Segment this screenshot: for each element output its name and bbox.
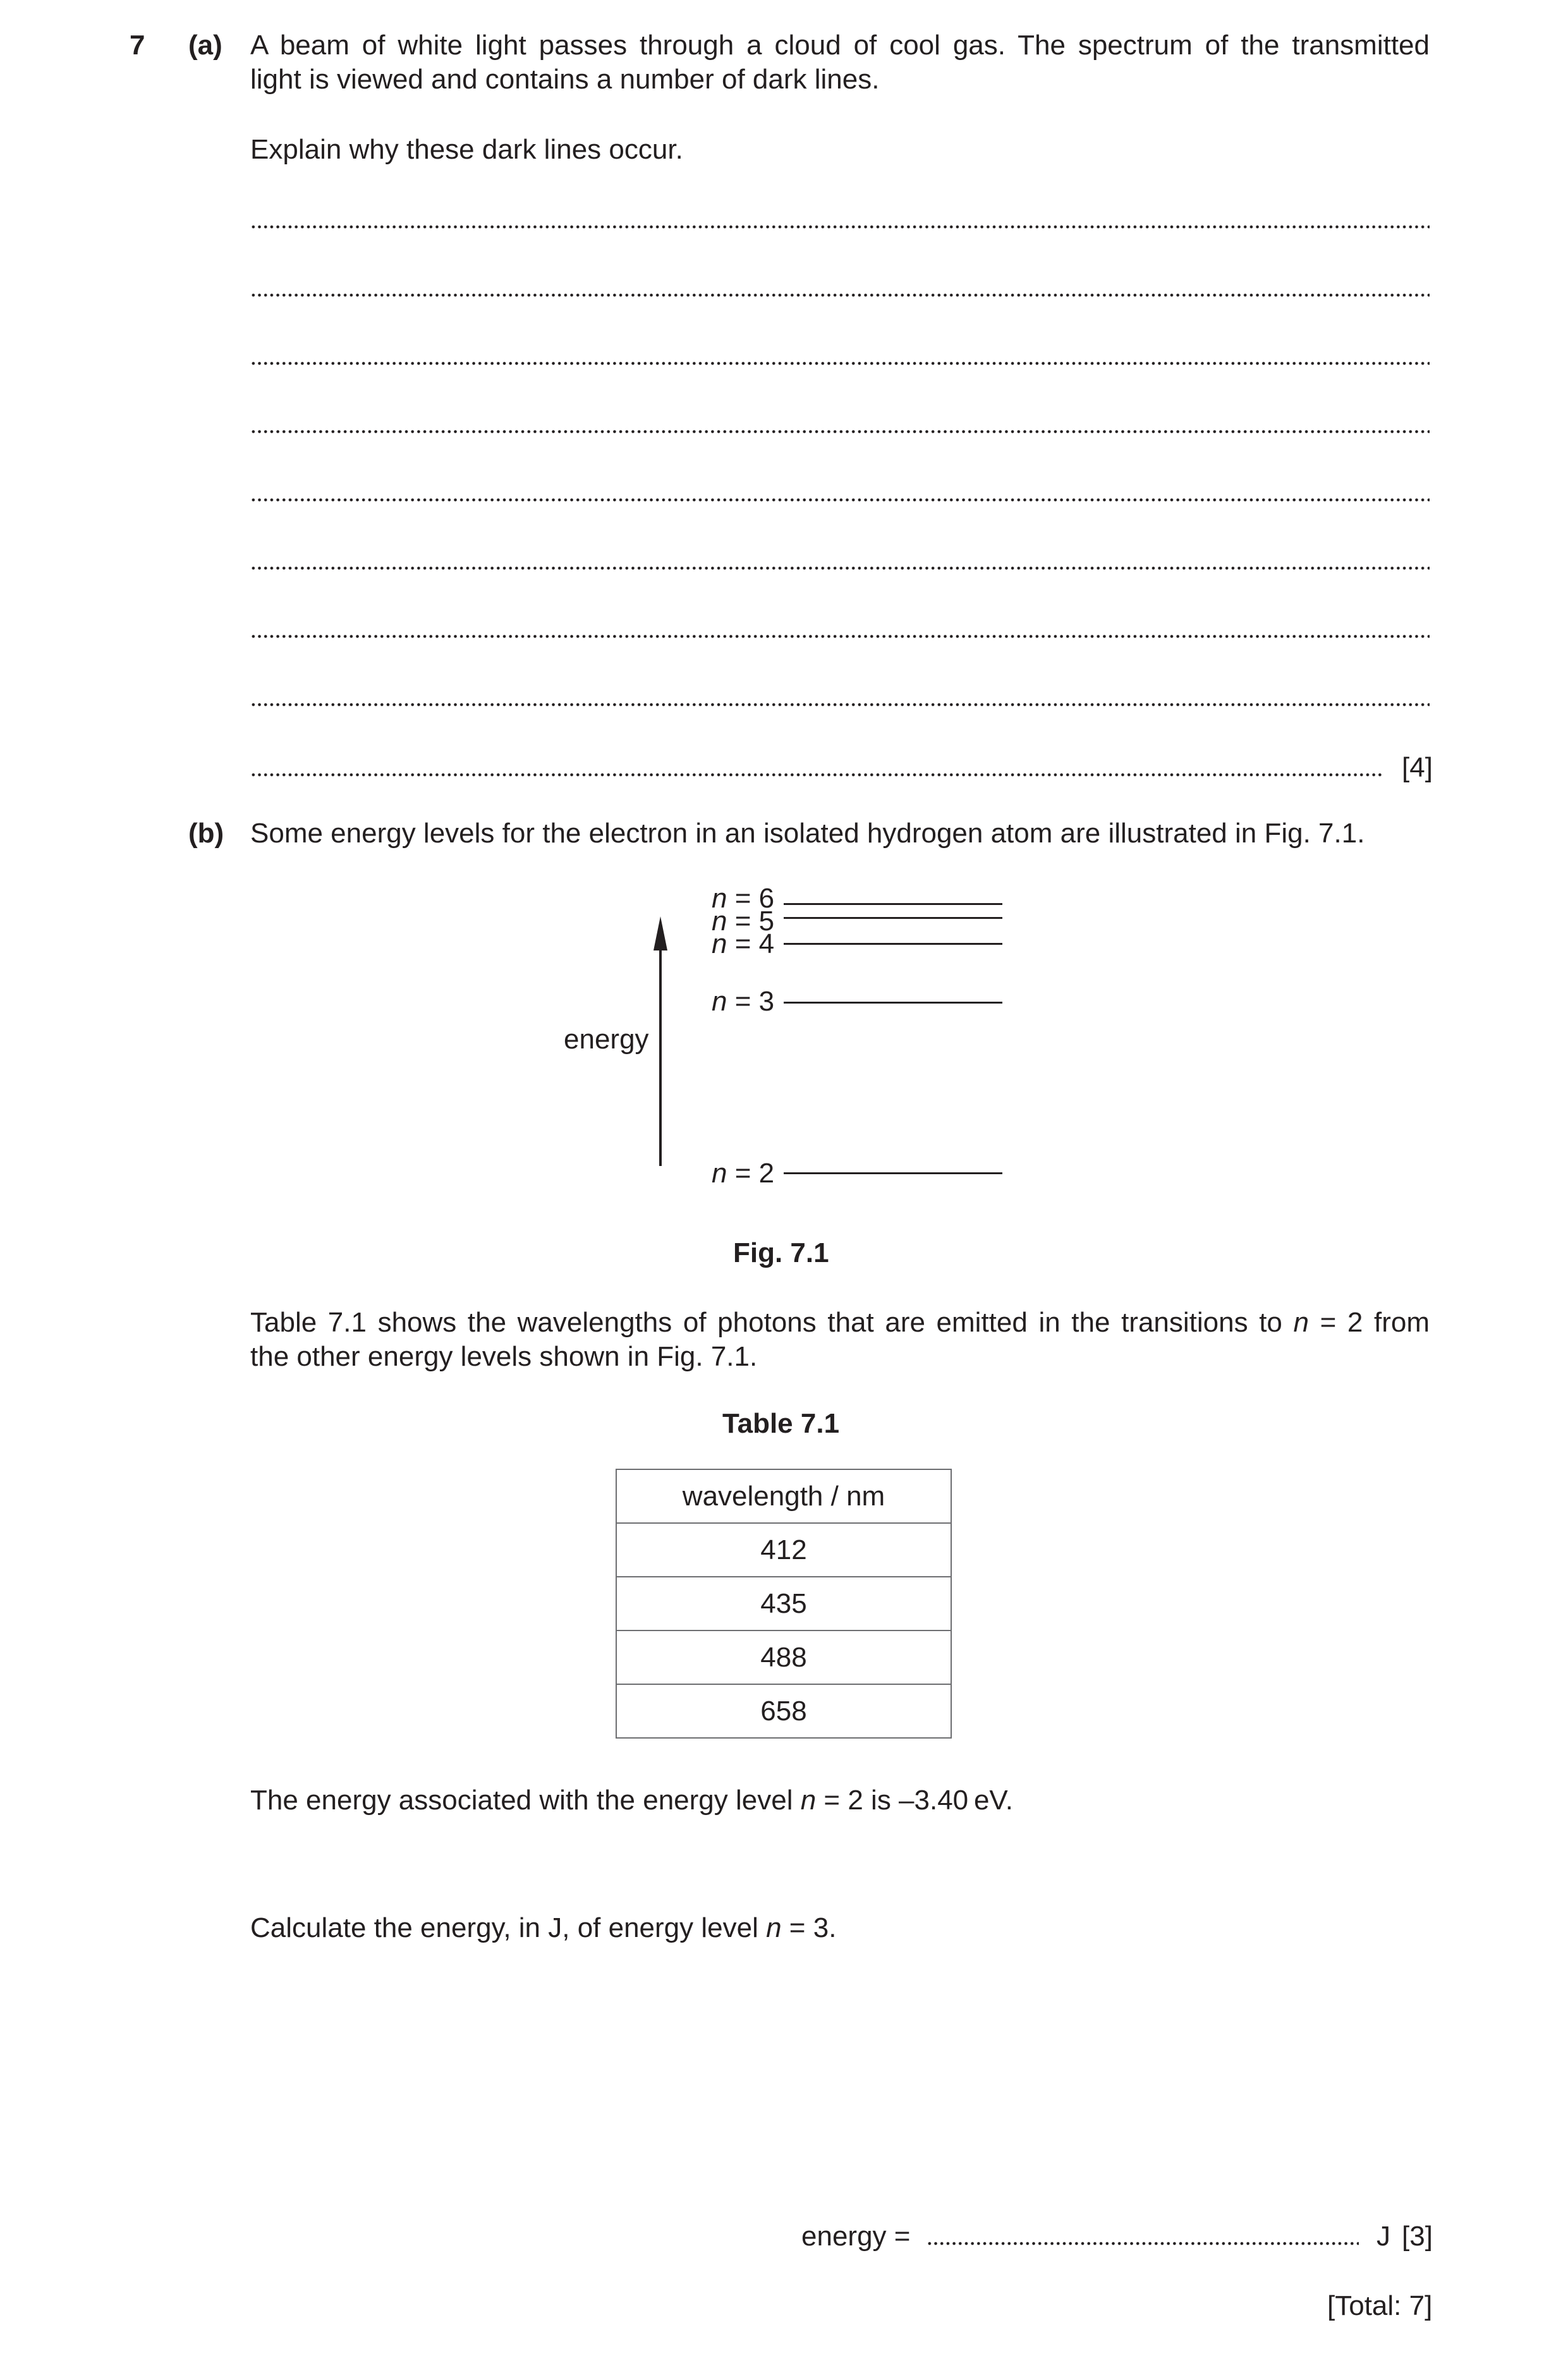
level-label-n3: n = 3	[712, 986, 775, 1017]
energy-level-n5	[784, 917, 1002, 919]
figure-caption: Fig. 7.1	[733, 1237, 829, 1268]
table-cell: 488	[616, 1630, 951, 1684]
answer-label: energy =	[801, 2221, 911, 2252]
part-b-marks: [3]	[1402, 2221, 1433, 2252]
table-header: wavelength / nm	[616, 1469, 951, 1523]
table-caption: Table 7.1	[722, 1408, 840, 1439]
energy-level-n6	[784, 903, 1002, 905]
answer-line[interactable]	[250, 498, 1430, 502]
level-label-n5: n = 5	[712, 906, 775, 937]
answer-line[interactable]	[250, 566, 1430, 570]
answer-line[interactable]	[250, 635, 1430, 638]
question-number: 7	[130, 30, 145, 61]
answer-line[interactable]	[250, 225, 1430, 229]
table-cell: 658	[616, 1684, 951, 1738]
part-b-label: (b)	[188, 818, 224, 849]
part-a-intro-line2: light is viewed and contains a number of dark lines.	[250, 64, 880, 95]
answer-line[interactable]	[250, 361, 1430, 365]
answer-line[interactable]	[250, 430, 1430, 434]
answer-unit: J	[1377, 2221, 1390, 2252]
part-a-prompt: Explain why these dark lines occur.	[250, 134, 683, 165]
calc-prompt: Calculate the energy, in J, of energy level n = 3.	[250, 1912, 837, 1943]
table-intro-line1: Table 7.1 shows the wavelengths of photons that are emitted in the transitions to n = 2 from	[250, 1307, 1430, 1338]
wavelength-table	[616, 1469, 952, 1739]
part-a-label: (a)	[188, 30, 222, 61]
level-label-n6: n = 6	[712, 883, 775, 914]
level-label-n2: n = 2	[712, 1158, 775, 1189]
table-cell: 412	[616, 1523, 951, 1577]
energy-axis-arrow	[645, 916, 683, 1169]
energy-statement: The energy associated with the energy level n = 2 is –3.40 eV.	[250, 1785, 1013, 1816]
answer-line[interactable]	[250, 293, 1430, 297]
table-intro-line2: the other energy levels shown in Fig. 7.1.	[250, 1341, 758, 1372]
total-marks: [Total: 7]	[1327, 2290, 1433, 2321]
level-label-n4: n = 4	[712, 928, 775, 959]
answer-line[interactable]	[250, 703, 1430, 707]
energy-answer-line[interactable]	[927, 2242, 1359, 2245]
energy-level-n2	[784, 1172, 1002, 1174]
answer-line[interactable]	[250, 773, 1382, 777]
energy-axis-label: energy	[564, 1024, 649, 1055]
table-cell: 435	[616, 1577, 951, 1630]
energy-level-n4	[784, 943, 1002, 945]
part-a-intro-line1: A beam of white light passes through a cloud of cool gas. The spectrum of the transmitted	[250, 30, 1430, 61]
energy-level-n3	[784, 1002, 1002, 1004]
part-b-intro: Some energy levels for the electron in an isolated hydrogen atom are illustrated in Fig. 7.1.	[250, 818, 1365, 849]
part-a-marks: [4]	[1402, 752, 1433, 783]
